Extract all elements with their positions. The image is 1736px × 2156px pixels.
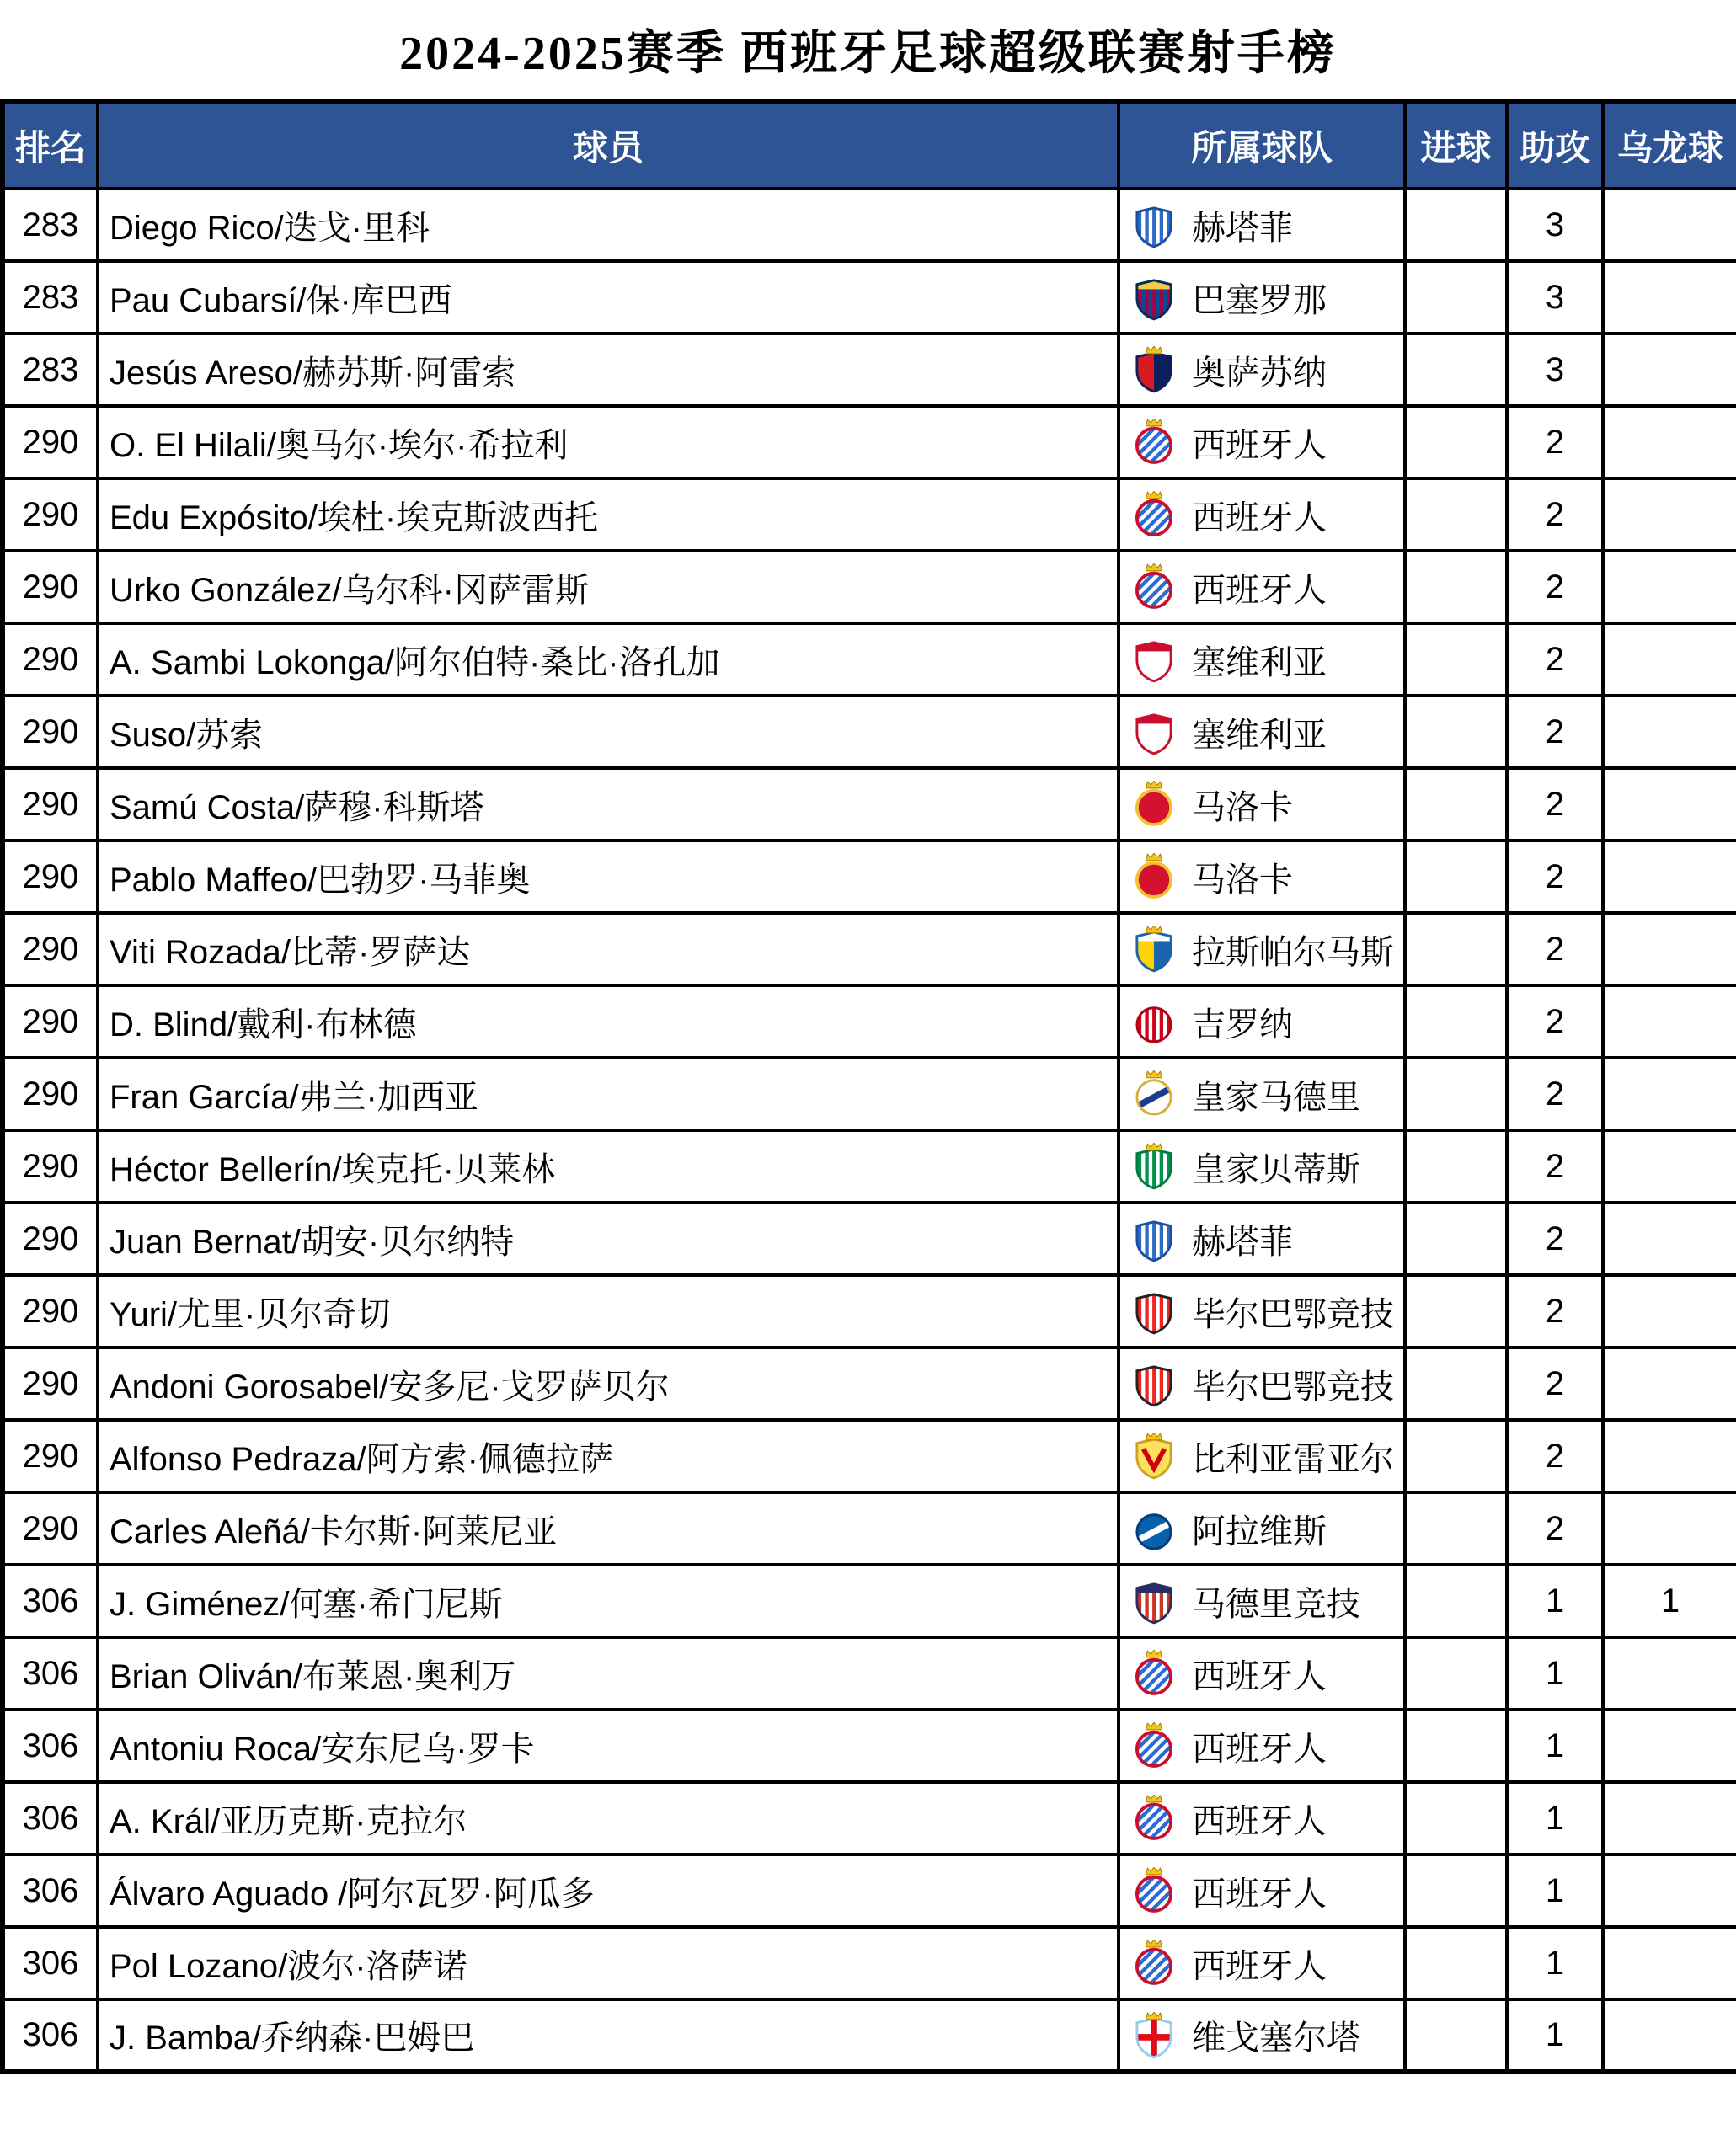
assists-cell: 2	[1507, 985, 1603, 1058]
team-name: 西班牙人	[1192, 571, 1327, 609]
team-logo-atletico-icon	[1135, 1577, 1173, 1625]
player-cell: Urko González/乌尔科·冈萨雷斯	[98, 551, 1119, 623]
rank-cell: 306	[3, 1637, 98, 1710]
rank-cell: 306	[3, 1854, 98, 1927]
team-wrap	[1121, 998, 1402, 1046]
player-cell: Alfonso Pedraza/阿方索·佩德拉萨	[98, 1420, 1119, 1492]
player-cell: Jesús Areso/赫苏斯·阿雷索	[98, 334, 1119, 406]
player-cell: O. El Hilali/奥马尔·埃尔·希拉利	[98, 406, 1119, 478]
col-header-rank: 排名	[3, 102, 98, 189]
assists-cell: 2	[1507, 1420, 1603, 1492]
team-cell	[1119, 985, 1405, 1058]
own-goals-cell	[1603, 696, 1736, 768]
player-cell: Suso/苏索	[98, 696, 1119, 768]
own-goals-cell	[1603, 1999, 1736, 2072]
team-logo-getafe-icon	[1135, 1215, 1173, 1262]
team-wrap	[1121, 346, 1402, 394]
goals-cell	[1405, 768, 1507, 841]
rank-cell: 290	[3, 478, 98, 551]
table-row	[3, 623, 1736, 696]
player-cell: Yuri/尤里·贝尔奇切	[98, 1275, 1119, 1348]
team-name: 拉斯帕尔马斯	[1192, 933, 1394, 971]
team-logo-sevilla-icon	[1135, 708, 1173, 755]
own-goals-cell	[1603, 1782, 1736, 1854]
rank-cell: 290	[3, 1203, 98, 1275]
team-cell	[1119, 1492, 1405, 1565]
player-cell: Juan Bernat/胡安·贝尔纳特	[98, 1203, 1119, 1275]
col-header-team: 所属球队	[1119, 102, 1405, 189]
team-wrap	[1121, 1143, 1402, 1191]
own-goals-cell	[1603, 1275, 1736, 1348]
team-cell	[1119, 189, 1405, 261]
goals-cell	[1405, 1710, 1507, 1782]
page-title: 2024-2025赛季 西班牙足球超级联赛射手榜	[399, 28, 1337, 80]
goals-cell	[1405, 189, 1507, 261]
team-wrap	[1121, 1867, 1402, 1915]
team-logo-villarreal-icon	[1135, 1433, 1173, 1480]
team-cell	[1119, 768, 1405, 841]
goals-cell	[1405, 1203, 1507, 1275]
scorers-table	[0, 99, 1736, 2074]
rank-cell: 290	[3, 1275, 98, 1348]
rank-cell: 290	[3, 913, 98, 985]
goals-cell	[1405, 261, 1507, 334]
team-name: 奥萨苏纳	[1192, 354, 1327, 392]
table-row	[3, 841, 1736, 913]
rank-cell: 306	[3, 1565, 98, 1637]
team-wrap	[1121, 636, 1402, 684]
team-wrap	[1121, 708, 1402, 756]
own-goals-cell	[1603, 623, 1736, 696]
table-row	[3, 985, 1736, 1058]
assists-cell: 1	[1507, 1782, 1603, 1854]
own-goals-cell	[1603, 1710, 1736, 1782]
rank-cell: 290	[3, 1130, 98, 1203]
team-cell	[1119, 696, 1405, 768]
rank-cell: 290	[3, 1420, 98, 1492]
table-row	[3, 189, 1736, 261]
team-logo-osasuna-icon	[1135, 346, 1173, 393]
assists-cell: 2	[1507, 623, 1603, 696]
table-row	[3, 696, 1736, 768]
team-name: 西班牙人	[1192, 1730, 1327, 1768]
player-cell: A. Král/亚历克斯·克拉尔	[98, 1782, 1119, 1854]
goals-cell	[1405, 913, 1507, 985]
team-name: 马洛卡	[1192, 861, 1293, 899]
player-cell: Pau Cubarsí/保·库巴西	[98, 261, 1119, 334]
assists-cell: 1	[1507, 1637, 1603, 1710]
team-wrap	[1121, 1940, 1402, 1988]
assists-cell: 2	[1507, 1275, 1603, 1348]
team-cell	[1119, 1203, 1405, 1275]
player-cell: Samú Costa/萨穆·科斯塔	[98, 768, 1119, 841]
player-cell: Carles Aleñá/卡尔斯·阿莱尼亚	[98, 1492, 1119, 1565]
rank-cell: 283	[3, 261, 98, 334]
assists-cell: 3	[1507, 189, 1603, 261]
table-body	[3, 189, 1736, 2072]
own-goals-cell	[1603, 551, 1736, 623]
rank-cell: 290	[3, 406, 98, 478]
assists-cell: 1	[1507, 1710, 1603, 1782]
rank-cell: 290	[3, 768, 98, 841]
own-goals-cell: 1	[1603, 1565, 1736, 1637]
player-cell: J. Giménez/何塞·希门尼斯	[98, 1565, 1119, 1637]
goals-cell	[1405, 1420, 1507, 1492]
own-goals-cell	[1603, 478, 1736, 551]
player-cell: Edu Expósito/埃杜·埃克斯波西托	[98, 478, 1119, 551]
team-wrap	[1121, 1360, 1402, 1408]
own-goals-cell	[1603, 1348, 1736, 1420]
rank-cell: 290	[3, 623, 98, 696]
table-row	[3, 334, 1736, 406]
col-header-assists: 助攻	[1507, 102, 1603, 189]
team-logo-betis-icon	[1135, 1143, 1173, 1190]
own-goals-cell	[1603, 768, 1736, 841]
rank-cell: 290	[3, 841, 98, 913]
team-wrap	[1121, 1215, 1402, 1263]
team-cell	[1119, 406, 1405, 478]
team-wrap	[1121, 563, 1402, 611]
team-logo-girona-icon	[1135, 998, 1173, 1045]
team-logo-sevilla-icon	[1135, 636, 1173, 683]
team-wrap	[1121, 853, 1402, 901]
rank-cell: 306	[3, 1999, 98, 2072]
table-row	[3, 913, 1736, 985]
own-goals-cell	[1603, 1130, 1736, 1203]
team-name: 西班牙人	[1192, 426, 1327, 464]
goals-cell	[1405, 1927, 1507, 1999]
team-logo-espanyol-icon	[1135, 1722, 1173, 1769]
team-logo-getafe-icon	[1135, 201, 1173, 248]
rank-cell: 290	[3, 696, 98, 768]
assists-cell: 2	[1507, 768, 1603, 841]
assists-cell: 2	[1507, 1058, 1603, 1130]
assists-cell: 1	[1507, 1927, 1603, 1999]
team-cell	[1119, 1058, 1405, 1130]
goals-cell	[1405, 1854, 1507, 1927]
goals-cell	[1405, 1275, 1507, 1348]
goals-cell	[1405, 1999, 1507, 2072]
col-header-player: 球员	[98, 102, 1119, 189]
team-cell	[1119, 1782, 1405, 1854]
team-name: 吉罗纳	[1192, 1006, 1293, 1043]
assists-cell: 2	[1507, 1203, 1603, 1275]
team-wrap	[1121, 1795, 1402, 1843]
rank-cell: 290	[3, 985, 98, 1058]
goals-cell	[1405, 1782, 1507, 1854]
team-logo-las_palmas-icon	[1135, 926, 1173, 973]
table-row	[3, 1492, 1736, 1565]
team-wrap	[1121, 1433, 1402, 1481]
team-name: 维戈塞尔塔	[1192, 2020, 1360, 2057]
team-cell	[1119, 913, 1405, 985]
table-row	[3, 406, 1736, 478]
header-row	[3, 102, 1736, 189]
own-goals-cell	[1603, 985, 1736, 1058]
team-name: 毕尔巴鄂竞技	[1192, 1295, 1394, 1333]
team-name: 西班牙人	[1192, 1875, 1327, 1913]
team-name: 阿拉维斯	[1192, 1513, 1327, 1550]
assists-cell: 2	[1507, 1348, 1603, 1420]
goals-cell	[1405, 985, 1507, 1058]
player-cell: Álvaro Aguado /阿尔瓦罗·阿瓜多	[98, 1854, 1119, 1927]
team-name: 西班牙人	[1192, 499, 1327, 536]
table-row	[3, 1058, 1736, 1130]
goals-cell	[1405, 696, 1507, 768]
team-wrap	[1121, 201, 1402, 249]
team-logo-espanyol-icon	[1135, 563, 1173, 611]
assists-cell: 2	[1507, 478, 1603, 551]
table-row	[3, 551, 1736, 623]
rank-cell: 290	[3, 1348, 98, 1420]
goals-cell	[1405, 841, 1507, 913]
assists-cell: 2	[1507, 696, 1603, 768]
own-goals-cell	[1603, 1203, 1736, 1275]
team-cell	[1119, 1348, 1405, 1420]
assists-cell: 2	[1507, 1130, 1603, 1203]
assists-cell: 2	[1507, 913, 1603, 985]
player-cell: A. Sambi Lokonga/阿尔伯特·桑比·洛孔加	[98, 623, 1119, 696]
team-cell	[1119, 1420, 1405, 1492]
goals-cell	[1405, 1565, 1507, 1637]
table-row	[3, 1854, 1736, 1927]
team-name: 马洛卡	[1192, 788, 1293, 826]
table-row	[3, 1420, 1736, 1492]
team-name: 马德里竞技	[1192, 1585, 1360, 1623]
own-goals-cell	[1603, 261, 1736, 334]
player-cell: Brian Oliván/布莱恩·奥利万	[98, 1637, 1119, 1710]
assists-cell: 3	[1507, 261, 1603, 334]
col-header-own-goals: 乌龙球	[1603, 102, 1736, 189]
table-row	[3, 1637, 1736, 1710]
rank-cell: 290	[3, 1058, 98, 1130]
table-row	[3, 1927, 1736, 1999]
assists-cell: 3	[1507, 334, 1603, 406]
rank-cell: 306	[3, 1782, 98, 1854]
team-name: 皇家贝蒂斯	[1192, 1150, 1360, 1188]
team-name: 比利亚雷亚尔	[1192, 1440, 1394, 1478]
team-name: 赫塔菲	[1192, 209, 1293, 247]
team-cell	[1119, 841, 1405, 913]
team-cell	[1119, 261, 1405, 334]
team-logo-espanyol-icon	[1135, 491, 1173, 538]
table-row	[3, 1999, 1736, 2072]
team-logo-celta-icon	[1135, 2012, 1173, 2059]
team-logo-real_madrid-icon	[1135, 1070, 1173, 1118]
team-wrap	[1121, 926, 1402, 974]
rank-cell: 306	[3, 1927, 98, 1999]
team-cell	[1119, 1637, 1405, 1710]
goals-cell	[1405, 406, 1507, 478]
assists-cell: 2	[1507, 406, 1603, 478]
team-cell	[1119, 1565, 1405, 1637]
own-goals-cell	[1603, 841, 1736, 913]
goals-cell	[1405, 478, 1507, 551]
team-name: 巴塞罗那	[1192, 281, 1327, 319]
table-row	[3, 1130, 1736, 1203]
player-cell: Héctor Bellerín/埃克托·贝莱林	[98, 1130, 1119, 1203]
own-goals-cell	[1603, 1854, 1736, 1927]
team-logo-mallorca-icon	[1135, 781, 1173, 828]
goals-cell	[1405, 1348, 1507, 1420]
own-goals-cell	[1603, 1492, 1736, 1565]
team-name: 塞维利亚	[1192, 643, 1327, 681]
team-logo-mallorca-icon	[1135, 853, 1173, 900]
team-logo-espanyol-icon	[1135, 1940, 1173, 1987]
goals-cell	[1405, 1130, 1507, 1203]
own-goals-cell	[1603, 1420, 1736, 1492]
player-cell: Viti Rozada/比蒂·罗萨达	[98, 913, 1119, 985]
team-cell	[1119, 1130, 1405, 1203]
team-wrap	[1121, 1505, 1402, 1553]
team-wrap	[1121, 491, 1402, 539]
team-logo-espanyol-icon	[1135, 1795, 1173, 1842]
rank-cell: 283	[3, 334, 98, 406]
own-goals-cell	[1603, 1637, 1736, 1710]
goals-cell	[1405, 1058, 1507, 1130]
team-logo-athletic-icon	[1135, 1288, 1173, 1335]
own-goals-cell	[1603, 406, 1736, 478]
team-logo-athletic-icon	[1135, 1360, 1173, 1407]
team-cell	[1119, 1854, 1405, 1927]
team-cell	[1119, 551, 1405, 623]
team-logo-espanyol-icon	[1135, 419, 1173, 466]
team-name: 西班牙人	[1192, 1657, 1327, 1695]
team-logo-alaves-icon	[1135, 1505, 1173, 1552]
assists-cell: 2	[1507, 1492, 1603, 1565]
player-cell: Antoniu Roca/安东尼乌·罗卡	[98, 1710, 1119, 1782]
player-cell: Fran García/弗兰·加西亚	[98, 1058, 1119, 1130]
rank-cell: 306	[3, 1710, 98, 1782]
table-row	[3, 1203, 1736, 1275]
team-wrap	[1121, 1070, 1402, 1118]
player-cell: Pol Lozano/波尔·洛萨诺	[98, 1927, 1119, 1999]
team-cell	[1119, 1710, 1405, 1782]
table-row	[3, 1275, 1736, 1348]
goals-cell	[1405, 623, 1507, 696]
player-cell: Diego Rico/迭戈·里科	[98, 189, 1119, 261]
player-cell: Pablo Maffeo/巴勃罗·马菲奥	[98, 841, 1119, 913]
rank-cell: 290	[3, 551, 98, 623]
goals-cell	[1405, 551, 1507, 623]
team-name: 赫塔菲	[1192, 1223, 1293, 1261]
team-wrap	[1121, 1577, 1402, 1625]
assists-cell: 1	[1507, 1854, 1603, 1927]
assists-cell: 1	[1507, 1999, 1603, 2072]
table-row	[3, 478, 1736, 551]
own-goals-cell	[1603, 334, 1736, 406]
team-name: 西班牙人	[1192, 1802, 1327, 1840]
assists-cell: 2	[1507, 551, 1603, 623]
team-wrap	[1121, 781, 1402, 829]
own-goals-cell	[1603, 1927, 1736, 1999]
col-header-goals: 进球	[1405, 102, 1507, 189]
rank-cell: 290	[3, 1492, 98, 1565]
rank-cell: 283	[3, 189, 98, 261]
team-cell	[1119, 1275, 1405, 1348]
own-goals-cell	[1603, 913, 1736, 985]
goals-cell	[1405, 1637, 1507, 1710]
team-cell	[1119, 1999, 1405, 2072]
player-cell: D. Blind/戴利·布林德	[98, 985, 1119, 1058]
team-wrap	[1121, 1650, 1402, 1698]
team-wrap	[1121, 419, 1402, 467]
team-logo-barcelona-icon	[1135, 274, 1173, 321]
team-wrap	[1121, 274, 1402, 322]
own-goals-cell	[1603, 1058, 1736, 1130]
team-name: 塞维利亚	[1192, 716, 1327, 754]
team-wrap	[1121, 1722, 1402, 1770]
table-row	[3, 1348, 1736, 1420]
team-cell	[1119, 623, 1405, 696]
goals-cell	[1405, 1492, 1507, 1565]
team-wrap	[1121, 1288, 1402, 1336]
own-goals-cell	[1603, 189, 1736, 261]
table-row	[3, 1782, 1736, 1854]
table-row	[3, 261, 1736, 334]
team-cell	[1119, 334, 1405, 406]
team-name: 皇家马德里	[1192, 1078, 1360, 1116]
team-name: 毕尔巴鄂竞技	[1192, 1368, 1394, 1406]
team-name: 西班牙人	[1192, 1947, 1327, 1985]
table-row	[3, 1710, 1736, 1782]
team-logo-espanyol-icon	[1135, 1650, 1173, 1697]
team-cell	[1119, 1927, 1405, 1999]
assists-cell: 1	[1507, 1565, 1603, 1637]
team-logo-espanyol-icon	[1135, 1867, 1173, 1914]
table-row	[3, 1565, 1736, 1637]
assists-cell: 2	[1507, 841, 1603, 913]
player-cell: J. Bamba/乔纳森·巴姆巴	[98, 1999, 1119, 2072]
table-row	[3, 768, 1736, 841]
goals-cell	[1405, 334, 1507, 406]
team-wrap	[1121, 2011, 1402, 2059]
team-cell	[1119, 478, 1405, 551]
player-cell: Andoni Gorosabel/安多尼·戈罗萨贝尔	[98, 1348, 1119, 1420]
